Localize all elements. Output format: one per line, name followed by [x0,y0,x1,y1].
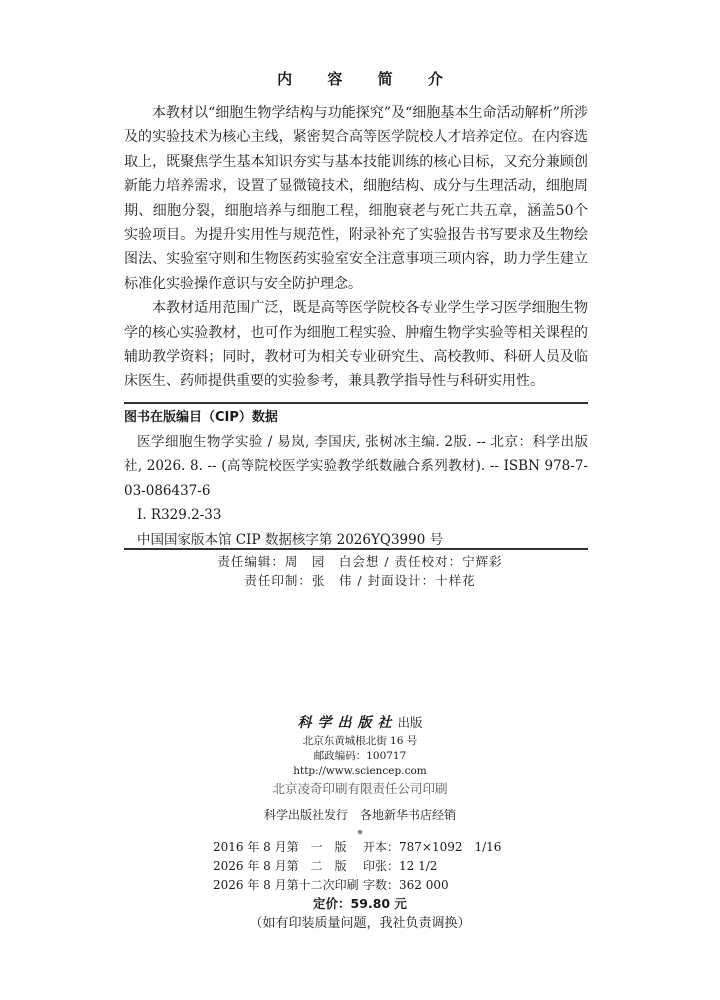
edition-spec: 开本：787×1092 1/16 [363,840,502,854]
production-credits: 责任印制：张 伟 / 封面设计：十样花 [244,573,476,588]
price: 定价：59.80 元 [313,896,407,911]
distribution-line: 科学出版社发行 各地新华书店经销 [263,808,456,822]
cip-record-number: 中国国家版本馆 CIP 数据核字第 2026YQ3990 号 [137,531,444,548]
cip-record [124,430,588,552]
cip-heading: 图书在版编目（CIP）数据 [124,410,278,425]
publisher-line [0,712,720,734]
quality-notice: （如有印装质量问题，我社负责调换） [249,916,471,931]
edition-date: 2026 年 8 月第 二 版 [213,859,347,873]
edition-row [213,876,501,895]
edition-spec: 字数：362 000 [363,878,449,892]
cip-entry: 医学细胞生物学实验 / 易岚, 李国庆, 张树冰主编. 2版. -- 北京：科学出版社, 2026. 8. -- (高等院校医学实验教学纸数融合系列教材). -- ISBN 978-7-03-086437-6 [124,434,588,499]
cip-classification: Ⅰ. R329.2-33 [137,507,222,524]
publisher-postcode: 邮政编码：100717 [313,750,407,762]
publisher-logo: 科学出版社 [297,715,398,731]
summary-paragraph: 本教材适用范围广泛，既是高等医学院校各专业学生学习医学细胞生物学的核心实验教材，也可作为细胞工程实验、肿瘤生物学实验等相关课程的辅助教学资料；同时，教材可为相关专业研究生、高校教师、科研人员及临床医生、药师提供重要的实验参考，兼具教学指导性与科研实用性。 [124,300,588,390]
editor-credits: 责任编辑：周 园 白会想 / 责任校对：宁辉彩 [217,554,503,569]
separator-star: * [357,828,363,841]
publisher-suffix: 出版 [397,715,423,730]
page-title: 内 容 简 介 [277,70,458,88]
summary-paragraph: 本教材以“细胞生物学结构与功能探究”及“细胞基本生命活动解析”所涉及的实验技术为核心主线，紧密契合高等医学院校人才培养定位。在内容选取上，既聚焦学生基本知识夯实与基本技能训练的核心目标，又充分兼顾创新能力培养需求，设置了显微镜技术，细胞结构、成分与生理活动，细胞周期、细胞分裂，细胞培养与细胞工程，细胞衰老与死亡共五章，涵盖50个实验项目。为提升实用性与规范性，附录补充了实验报告书写要求及生物绘图法、实验室守则和生物医药实验室安全注意事项三项内容，助力学生建立标准化实验操作意识与安全防护理念。 [124,105,588,292]
edition-row [213,857,501,876]
publisher-address: 北京东黄城根北街 16 号 [302,735,418,747]
edition-info [213,838,501,895]
printer-line: 北京凌奇印刷有限责任公司印刷 [272,781,448,796]
cip-bottom-divider [124,548,588,550]
edition-spec: 印张：12 1/2 [363,859,438,873]
cip-top-divider [124,402,588,404]
edition-date: 2026 年 8 月第十二次印刷 [213,878,359,892]
publisher-block [0,712,720,843]
publisher-website: http://www.sciencep.com [293,765,427,777]
edition-row [213,838,501,857]
summary-section [124,101,588,394]
edition-date: 2016 年 8 月第 一 版 [213,840,347,854]
